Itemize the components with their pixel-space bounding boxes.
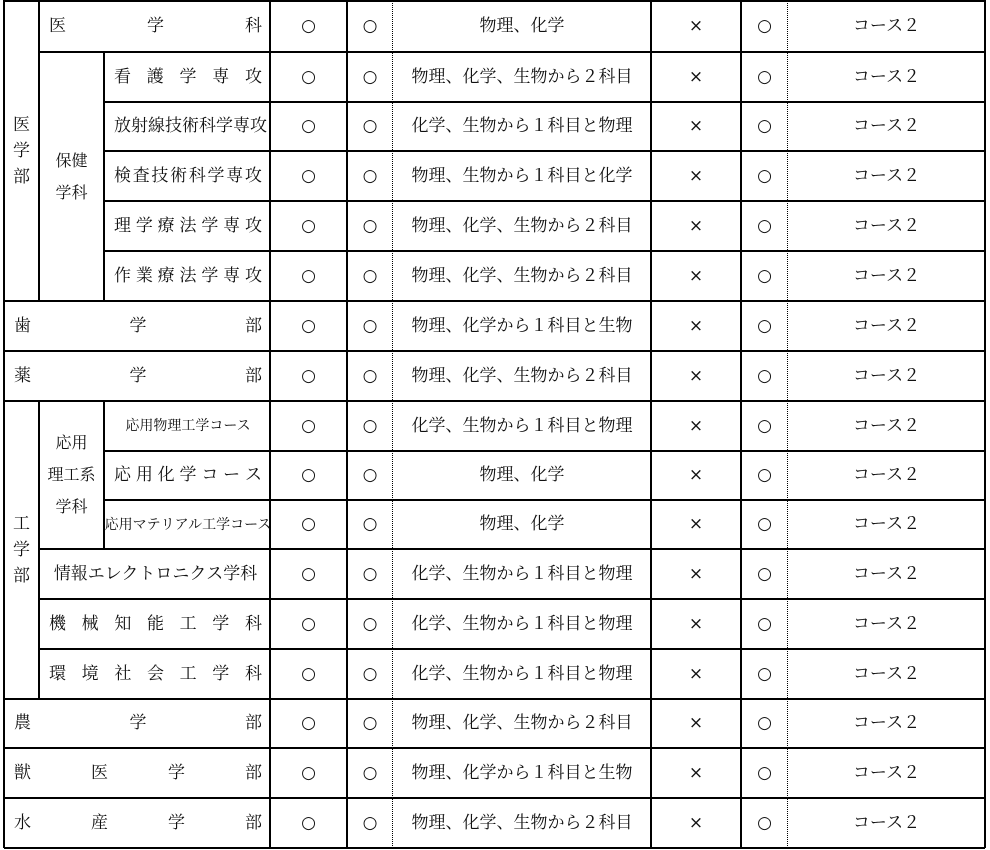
name-char: 護 — [146, 66, 164, 87]
department-name — [114, 102, 267, 151]
course-cell: コース２ — [852, 563, 921, 584]
name-char: 学 — [212, 613, 230, 634]
name-char: 用 — [135, 465, 153, 485]
column-border — [38, 401, 40, 699]
mark-circle: ○ — [757, 415, 772, 436]
name-char: 学 — [207, 165, 225, 186]
course-cell: コース２ — [852, 265, 921, 286]
column-border — [103, 401, 105, 549]
name-char: 医 — [91, 762, 108, 783]
mark-cross: × — [688, 265, 704, 286]
mark-circle: ○ — [362, 315, 378, 336]
name-char: 理 — [114, 215, 131, 236]
mark-circle: ○ — [757, 613, 772, 634]
department-name — [49, 649, 262, 699]
label-line: 理工系 — [47, 465, 96, 484]
subjects-cell: 物理、化学 — [479, 514, 565, 534]
subjects-cell: 物理、生物から１科目と化学 — [411, 165, 633, 186]
subjects-cell: 物理、化学、生物から２科目 — [411, 66, 633, 87]
label-line: 保健 — [55, 150, 88, 170]
course-cell: コース２ — [852, 15, 921, 36]
name-char: 科 — [245, 15, 262, 36]
mark-circle: ○ — [757, 563, 772, 584]
name-char: 技 — [151, 165, 169, 186]
mark-circle: ○ — [362, 265, 378, 286]
name-char: 技 — [165, 116, 182, 136]
subjects-cell: 物理、化学から１科目と生物 — [411, 315, 633, 336]
name-char: 学 — [216, 116, 233, 136]
mark-circle: ○ — [757, 315, 772, 336]
department-name — [114, 251, 262, 301]
mark-cross: × — [688, 315, 704, 336]
subjects-cell: 化学、生物から１科目と物理 — [411, 563, 633, 584]
mark-circle: ○ — [301, 613, 316, 634]
name-char: 歯 — [14, 315, 31, 336]
name-char: 攻 — [250, 116, 267, 136]
column-border — [650, 0, 652, 848]
subjects-cell: 物理、化学、生物から２科目 — [411, 215, 633, 236]
column-border — [740, 0, 742, 848]
course-cell: コース２ — [852, 713, 921, 733]
name-char: 学 — [212, 663, 230, 684]
department-name: 応用マテリアル工学コース — [104, 516, 272, 533]
mark-cross: × — [688, 812, 704, 833]
name-char: 水 — [14, 812, 31, 833]
department-name — [114, 451, 262, 500]
label-char: 学 — [13, 140, 30, 161]
mark-cross: × — [688, 66, 704, 87]
mark-circle: ○ — [757, 812, 772, 833]
column-border — [269, 0, 271, 848]
name-char: 部 — [245, 365, 262, 386]
name-char: 学 — [129, 365, 147, 386]
course-cell: コース２ — [852, 663, 921, 684]
name-char: 看 — [114, 66, 131, 87]
department-name: 応用物理工学コース — [125, 418, 251, 434]
name-char: 学 — [179, 66, 197, 87]
mark-cross: × — [688, 15, 704, 36]
mark-cross: × — [688, 116, 704, 136]
name-char: 攻 — [244, 265, 262, 286]
name-char: 査 — [132, 165, 150, 186]
column-border — [346, 0, 348, 848]
subjects-cell: 物理、化学から１科目と生物 — [411, 762, 633, 783]
mark-circle: ○ — [362, 613, 378, 634]
row-border — [4, 698, 985, 700]
name-char: 学 — [168, 812, 185, 833]
department-name — [49, 0, 262, 52]
mark-cross: × — [688, 514, 704, 534]
name-char: 部 — [245, 762, 262, 783]
name-char: 薬 — [14, 365, 31, 386]
row-border — [4, 847, 985, 849]
name-char: 医 — [49, 15, 66, 36]
mark-circle: ○ — [301, 415, 316, 436]
mark-circle: ○ — [301, 215, 316, 236]
row-border — [4, 400, 985, 402]
subjects-cell: 物理、化学、生物から２科目 — [411, 812, 633, 833]
name-char: 射 — [131, 116, 148, 136]
subjects-cell: 物理、化学 — [479, 465, 565, 485]
course-cell: コース２ — [852, 315, 921, 336]
name-char: 産 — [91, 812, 108, 833]
mark-circle: ○ — [362, 66, 378, 87]
name-char: ー — [223, 465, 241, 485]
row-border — [39, 51, 985, 53]
department-name — [14, 798, 262, 848]
course-cell: コース２ — [852, 415, 921, 436]
name-char: 科 — [244, 613, 262, 634]
mark-circle: ○ — [757, 465, 772, 485]
mark-circle: ○ — [301, 762, 316, 783]
name-char: 学 — [179, 465, 197, 485]
name-char: 学 — [129, 315, 147, 336]
department-name: 情報エレクトロニクス学科 — [53, 563, 258, 584]
name-char: 学 — [168, 762, 185, 783]
mark-circle: ○ — [301, 315, 316, 336]
mark-circle: ○ — [301, 563, 316, 584]
mark-cross: × — [688, 365, 704, 386]
mark-circle: ○ — [301, 165, 316, 186]
mark-circle: ○ — [301, 116, 316, 136]
mark-circle: ○ — [362, 116, 378, 136]
course-cell: コース２ — [852, 365, 921, 386]
mark-circle: ○ — [362, 465, 378, 485]
mark-circle: ○ — [362, 165, 378, 186]
name-char: 作 — [114, 265, 131, 286]
name-char: 専 — [233, 116, 250, 136]
mark-circle: ○ — [757, 762, 772, 783]
column-border — [38, 0, 40, 301]
name-char: 農 — [14, 713, 31, 733]
label-char: 医 — [13, 114, 30, 135]
mark-circle: ○ — [362, 15, 378, 36]
name-char: 境 — [81, 663, 99, 684]
mark-cross: × — [688, 713, 704, 733]
mark-circle: ○ — [301, 812, 316, 833]
name-char: 攻 — [244, 165, 262, 186]
mark-circle: ○ — [362, 812, 378, 833]
label-line: 学科 — [55, 182, 88, 202]
mark-circle: ○ — [757, 514, 772, 534]
mark-circle: ○ — [301, 713, 316, 733]
course-cell: コース２ — [852, 514, 921, 534]
subjects-cell: 物理、化学、生物から２科目 — [411, 265, 633, 286]
name-char: 学 — [135, 215, 153, 236]
mark-circle: ○ — [301, 15, 316, 36]
subjects-cell: 物理、化学、生物から２科目 — [411, 365, 633, 386]
label-char: 部 — [13, 566, 30, 586]
label-char: 学 — [13, 540, 30, 560]
department-name — [114, 151, 262, 201]
mark-circle: ○ — [301, 465, 316, 485]
name-char: 会 — [146, 663, 164, 684]
department-name — [114, 201, 262, 251]
course-cell: コース２ — [852, 165, 921, 186]
mark-circle: ○ — [362, 215, 378, 236]
mark-cross: × — [688, 762, 704, 783]
subjects-cell: 物理、化学 — [479, 15, 565, 36]
name-char: 法 — [179, 215, 197, 236]
mark-circle: ○ — [362, 514, 378, 534]
name-char: 環 — [49, 663, 66, 684]
mark-circle: ○ — [362, 563, 378, 584]
mark-circle: ○ — [757, 365, 772, 386]
subjects-cell: 化学、生物から１科目と物理 — [411, 116, 633, 136]
name-char: 業 — [135, 265, 153, 286]
mark-circle: ○ — [362, 663, 378, 684]
course-cell: コース２ — [852, 812, 921, 833]
name-char: 科 — [199, 116, 216, 136]
course-cell: コース２ — [852, 66, 921, 87]
mark-circle: ○ — [301, 365, 316, 386]
name-char: 法 — [179, 265, 197, 286]
name-char: 術 — [170, 165, 188, 186]
name-char: 学 — [201, 265, 219, 286]
department-name — [14, 301, 262, 351]
subjects-cell: 物理、化学、生物から２科目 — [411, 713, 633, 733]
mark-cross: × — [688, 415, 704, 436]
row-border — [39, 548, 985, 550]
mark-cross: × — [688, 563, 704, 584]
faculty-label-medicine — [4, 0, 39, 301]
department-name — [14, 699, 262, 748]
mark-circle: ○ — [362, 365, 378, 386]
name-char: 獣 — [14, 762, 31, 783]
subjects-cell: 化学、生物から１科目と物理 — [411, 415, 633, 436]
name-char: コ — [201, 465, 219, 485]
name-char: 線 — [148, 116, 165, 136]
name-char: 化 — [157, 465, 175, 485]
subjects-cell: 化学、生物から１科目と物理 — [411, 613, 633, 634]
mark-cross: × — [688, 613, 704, 634]
course-cell: コース２ — [852, 762, 921, 783]
department-name — [114, 52, 262, 102]
subgroup-label-health — [39, 52, 104, 301]
mark-circle: ○ — [757, 713, 772, 733]
name-char: 専 — [212, 66, 230, 87]
department-name — [14, 351, 262, 401]
name-char: 学 — [201, 215, 219, 236]
column-border — [103, 52, 105, 301]
name-char: 放 — [114, 116, 131, 136]
faculty-label-engineering — [4, 401, 39, 699]
course-cell: コース２ — [852, 215, 921, 236]
mark-circle: ○ — [301, 66, 316, 87]
subjects-cell: 化学、生物から１科目と物理 — [411, 663, 633, 684]
department-name — [14, 748, 262, 798]
name-char: 学 — [129, 713, 147, 733]
subgroup-label-applied — [39, 401, 104, 549]
name-char: 部 — [245, 812, 262, 833]
name-char: 応 — [114, 465, 131, 485]
name-char: 療 — [157, 265, 175, 286]
mark-circle: ○ — [757, 66, 772, 87]
name-char: ス — [244, 465, 262, 485]
dotted-column-border — [787, 0, 788, 848]
mark-cross: × — [688, 165, 704, 186]
name-char: 攻 — [245, 66, 262, 87]
name-char: 専 — [223, 215, 241, 236]
name-char: 能 — [146, 613, 164, 634]
label-char: 部 — [13, 166, 30, 187]
department-name — [49, 599, 262, 649]
name-char: 攻 — [244, 215, 262, 236]
name-char: 専 — [223, 265, 241, 286]
mark-circle: ○ — [301, 663, 316, 684]
mark-cross: × — [688, 663, 704, 684]
name-char: 科 — [244, 663, 262, 684]
mark-circle: ○ — [362, 415, 378, 436]
column-border — [984, 0, 986, 848]
name-char: 科 — [188, 165, 206, 186]
dotted-column-border — [392, 0, 393, 848]
mark-circle: ○ — [757, 165, 772, 186]
column-border — [3, 0, 5, 848]
name-char: 機 — [49, 613, 66, 634]
mark-circle: ○ — [301, 514, 316, 534]
name-char: 検 — [114, 165, 131, 186]
mark-circle: ○ — [757, 15, 772, 36]
name-char: 工 — [179, 663, 197, 684]
mark-circle: ○ — [757, 265, 772, 286]
name-char: 社 — [114, 663, 132, 684]
mark-cross: × — [688, 215, 704, 236]
name-char: 療 — [157, 215, 175, 236]
row-border — [4, 300, 985, 302]
mark-circle: ○ — [757, 116, 772, 136]
mark-circle: ○ — [362, 713, 378, 733]
name-char: 術 — [182, 116, 199, 136]
mark-circle: ○ — [301, 265, 316, 286]
mark-circle: ○ — [362, 762, 378, 783]
name-char: 知 — [114, 613, 132, 634]
name-char: 工 — [179, 613, 197, 634]
mark-circle: ○ — [757, 215, 772, 236]
mark-cross: × — [688, 465, 704, 485]
course-cell: コース２ — [852, 465, 921, 485]
course-cell: コース２ — [852, 116, 921, 136]
row-border — [4, 0, 985, 2]
course-cell: コース２ — [852, 613, 921, 634]
name-char: 械 — [81, 613, 99, 634]
name-char: 部 — [245, 315, 262, 336]
name-char: 専 — [226, 165, 244, 186]
label-line: 応用 — [55, 433, 88, 452]
name-char: 部 — [245, 713, 262, 733]
label-line: 学科 — [55, 497, 88, 516]
mark-circle: ○ — [757, 663, 772, 684]
name-char: 学 — [147, 15, 164, 36]
label-char: 工 — [13, 514, 30, 534]
